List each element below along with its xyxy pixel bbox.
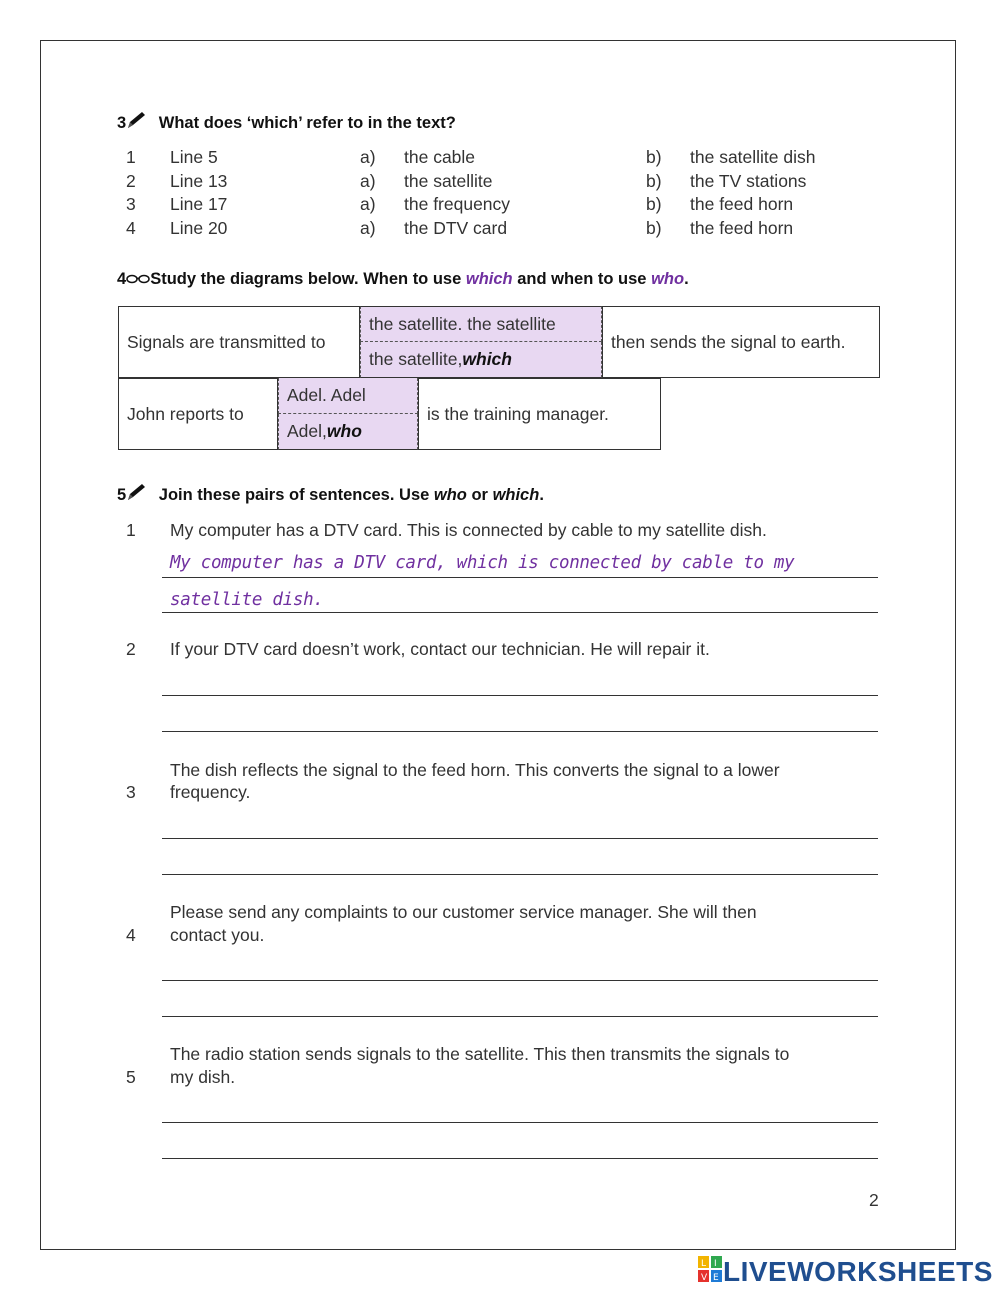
table2-top-option-cell [278,378,418,414]
page-number: 2 [869,1190,879,1210]
table1-bottom-option-cell [360,342,602,378]
table1-bottom-keyword: which [462,349,512,369]
task3-row-num: 4 [126,218,136,238]
task5-item-prompt-cont: frequency. [170,782,251,802]
task5-item-num: 1 [126,520,136,540]
table2-bottom-keyword: who [326,421,362,441]
table2-bottom-option-cell [278,414,418,450]
table1-top-option-cell [360,306,602,342]
task5-item-prompt: The radio station sends signals to the satellite. This then transmits the signals to [170,1044,790,1064]
table1-predicate-cell [602,306,880,378]
task5-item-num: 5 [126,1067,136,1087]
table2-predicate-cell [418,378,661,450]
pencil-icon [126,110,148,135]
task5-item-num: 4 [126,925,136,945]
task3-row-num: 1 [126,147,136,167]
task3-heading: 3 What does ‘which’ refer to in the text? [117,110,456,135]
task5-item-prompt: If your DTV card doesn’t work, contact our technician. He will repair it. [170,639,710,659]
task3-option-b[interactable]: the satellite dish [690,147,816,167]
task5-item-prompt: My computer has a DTV card. This is connected by cable to my satellite dish. [170,520,767,540]
task3-option-b-label: b) [646,218,662,238]
task3-option-a-label: a) [360,194,376,214]
task3-option-b[interactable]: the feed horn [690,194,794,214]
table2-top-text: Adel. Adel [287,385,366,405]
task3-option-a-label: a) [360,171,376,191]
table1-top-text: the satellite. the satellite [369,313,556,334]
answer-line[interactable] [162,1122,878,1123]
task3-row-num: 2 [126,171,136,191]
task3-option-a[interactable]: the satellite [404,171,493,191]
task5-item-prompt: The dish reflects the signal to the feed horn. This converts the signal to a lower [170,760,780,780]
task3-option-a-label: a) [360,218,376,238]
task5-item-prompt: Please send any complaints to our customer service manager. She will then [170,902,757,922]
task5-item-prompt-cont: my dish. [170,1067,236,1087]
task3-row-line: Line 5 [170,147,218,167]
table1-subject-cell [118,306,360,378]
pencil-icon [126,482,148,507]
task5-item-prompt-cont: contact you. [170,925,265,945]
task3-row-num: 3 [126,194,136,214]
liveworksheets-logo[interactable] [697,1255,993,1288]
liveworksheets-logo-icon [697,1255,723,1288]
task3-option-b-label: b) [646,194,662,214]
task5-item-num: 3 [126,782,136,802]
task5-heading: 5 Join these pairs of sentences. Use who or which. [117,482,544,507]
logo-text: LIVEWORKSHEETS [723,1255,993,1287]
svg-text:I: I [714,1259,717,1269]
answer-line[interactable] [162,980,878,981]
answer-line[interactable] [162,874,878,875]
task3-option-b-label: b) [646,147,662,167]
table2-subject-cell [118,378,278,450]
table2-bottom-text: Adel, [287,421,327,441]
answer-line[interactable] [162,695,878,696]
table1-subject-text: Signals are transmitted to [127,331,326,352]
task3-option-a[interactable]: the DTV card [404,218,508,238]
task3-option-b-label: b) [646,171,662,191]
answer-line[interactable] [162,612,878,613]
table1-bottom-text: the satellite, [369,349,463,369]
glasses-icon [126,272,150,291]
svg-text:V: V [701,1273,708,1283]
answer-line[interactable] [162,577,878,578]
task3-option-a[interactable]: the cable [404,147,476,167]
task3-row-line: Line 17 [170,194,228,214]
answer-line[interactable] [162,731,878,732]
task3-row-line: Line 20 [170,218,228,238]
svg-text:E: E [713,1273,719,1283]
task5-answer-1-line2[interactable]: satellite dish. [170,590,324,610]
svg-text:L: L [701,1259,707,1269]
task3-option-b[interactable]: the TV stations [690,171,807,191]
task3-option-a-label: a) [360,147,376,167]
table2-subject-text: John reports to [127,403,244,424]
task3-option-a[interactable]: the frequency [404,194,511,214]
table1-predicate-text: then sends the signal to earth. [611,331,846,352]
task5-item-num: 2 [126,639,136,659]
task3-option-b[interactable]: the feed horn [690,218,794,238]
table2-predicate-text: is the training manager. [427,403,609,424]
task4-heading: 4 Study the diagrams below. When to use which and when to use who. [117,270,689,291]
task5-answer-1-line1[interactable]: My computer has a DTV card, which is connected by cable to my [170,553,795,573]
answer-line[interactable] [162,1158,878,1159]
answer-line[interactable] [162,1016,878,1017]
answer-line[interactable] [162,838,878,839]
task3-row-line: Line 13 [170,171,228,191]
